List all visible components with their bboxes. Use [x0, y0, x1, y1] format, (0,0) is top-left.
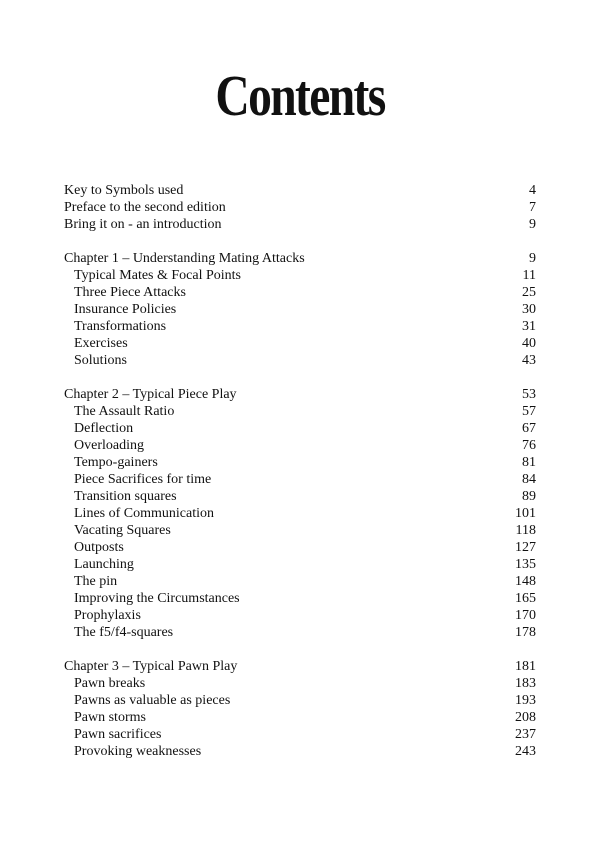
toc-group-chapter-1 [64, 250, 536, 369]
toc-entry [64, 556, 536, 573]
toc-entry-label: Deflection [74, 421, 134, 436]
toc-entry-label: Chapter 2 – Typical Piece Play [64, 387, 237, 402]
toc-entry-label: The Assault Ratio [74, 404, 175, 419]
toc-entry-page: 30 [522, 302, 536, 317]
toc-entry-label: Exercises [74, 336, 128, 351]
toc-entry-page: 193 [515, 693, 536, 708]
toc-entry-label: Insurance Policies [74, 302, 177, 317]
toc-entry-label: Piece Sacrifices for time [74, 472, 212, 487]
page-title: Contents [215, 63, 385, 128]
toc-entry-page: 170 [515, 608, 536, 623]
toc-entry-label: Improving the Circumstances [74, 591, 240, 606]
toc-entry [64, 301, 536, 318]
toc-entry-label: Lines of Communication [74, 506, 214, 521]
toc-entry [64, 624, 536, 641]
toc-entry [64, 743, 536, 760]
toc-chapter-heading [64, 658, 536, 675]
toc-entry [64, 607, 536, 624]
toc-entry [64, 454, 536, 471]
toc-entry-label: Key to Symbols used [64, 183, 184, 198]
toc-entry [64, 505, 536, 522]
toc-group-front-matter [64, 182, 536, 233]
toc-entry-label: Launching [74, 557, 134, 572]
toc-entry [64, 675, 536, 692]
toc-entry-page: 183 [515, 676, 536, 691]
toc-entry-label: Outposts [74, 540, 124, 555]
toc-entry-label: Chapter 3 – Typical Pawn Play [64, 659, 238, 674]
toc-entry [64, 199, 536, 216]
toc-entry [64, 488, 536, 505]
toc-entry-page: 243 [515, 744, 536, 759]
toc-entry-page: 53 [522, 387, 536, 402]
toc-entry-label: Chapter 1 – Understanding Mating Attacks [64, 251, 305, 266]
toc-entry-label: Provoking weaknesses [74, 744, 202, 759]
toc-entry-label: Pawn breaks [74, 676, 146, 691]
toc-entry-label: Pawn storms [74, 710, 146, 725]
toc-entry-label: Bring it on - an introduction [64, 217, 222, 232]
toc-entry [64, 403, 536, 420]
toc-entry-label: Solutions [74, 353, 127, 368]
toc-entry-label: Typical Mates & Focal Points [74, 268, 242, 283]
toc-entry [64, 692, 536, 709]
toc-entry [64, 539, 536, 556]
toc-entry-page: 89 [522, 489, 536, 504]
toc-entry-page: 178 [515, 625, 536, 640]
toc-entry-page: 135 [515, 557, 536, 572]
toc-entry-page: 25 [522, 285, 536, 300]
toc-entry-page: 57 [522, 404, 536, 419]
toc-entry-page: 208 [515, 710, 536, 725]
toc-entry-label: Pawns as valuable as pieces [74, 693, 231, 708]
toc-entry [64, 216, 536, 233]
toc-entry-label: Vacating Squares [74, 523, 171, 538]
toc-entry [64, 267, 536, 284]
toc-entry-page: 127 [515, 540, 536, 555]
toc-entry-label: Transition squares [74, 489, 177, 504]
toc-entry-page: 81 [522, 455, 536, 470]
toc-entry-page: 31 [522, 319, 536, 334]
toc-entry [64, 352, 536, 369]
toc-entry-page: 4 [529, 183, 536, 198]
toc-entry [64, 709, 536, 726]
toc-entry-page: 181 [515, 659, 536, 674]
toc-entry-label: Three Piece Attacks [74, 285, 186, 300]
toc-entry-page: 101 [515, 506, 536, 521]
toc-entry [64, 437, 536, 454]
toc-entry-label: Pawn sacrifices [74, 727, 162, 742]
toc-entry [64, 573, 536, 590]
toc-entry-label: Preface to the second edition [64, 200, 226, 215]
toc-entry-page: 9 [529, 217, 536, 232]
toc-entry-label: The pin [74, 574, 118, 589]
toc-entry [64, 471, 536, 488]
toc-entry [64, 726, 536, 743]
toc-group-chapter-2 [64, 386, 536, 641]
toc-entry [64, 522, 536, 539]
toc-entry-page: 84 [522, 472, 536, 487]
toc-entry [64, 420, 536, 437]
toc-entry-label: The f5/f4-squares [74, 625, 174, 640]
toc-entry-page: 11 [522, 268, 536, 283]
toc-entry [64, 182, 536, 199]
toc-entry-page: 237 [515, 727, 536, 742]
toc-entry-page: 67 [522, 421, 536, 436]
toc-entry [64, 318, 536, 335]
table-of-contents [64, 182, 536, 777]
toc-entry [64, 335, 536, 352]
toc-chapter-heading [64, 386, 536, 403]
toc-entry-label: Transformations [74, 319, 167, 334]
toc-entry-page: 165 [515, 591, 536, 606]
toc-entry-page: 76 [522, 438, 536, 453]
toc-entry-label: Overloading [74, 438, 144, 453]
toc-chapter-heading [64, 250, 536, 267]
toc-entry [64, 590, 536, 607]
toc-group-chapter-3 [64, 658, 536, 760]
toc-entry-label: Prophylaxis [74, 608, 141, 623]
toc-entry-page: 40 [522, 336, 536, 351]
toc-entry-page: 118 [515, 523, 536, 538]
toc-entry [64, 284, 536, 301]
toc-entry-label: Tempo-gainers [74, 455, 158, 470]
toc-entry-page: 43 [522, 353, 536, 368]
toc-entry-page: 7 [529, 200, 536, 215]
toc-entry-page: 148 [515, 574, 536, 589]
toc-entry-page: 9 [529, 251, 536, 266]
